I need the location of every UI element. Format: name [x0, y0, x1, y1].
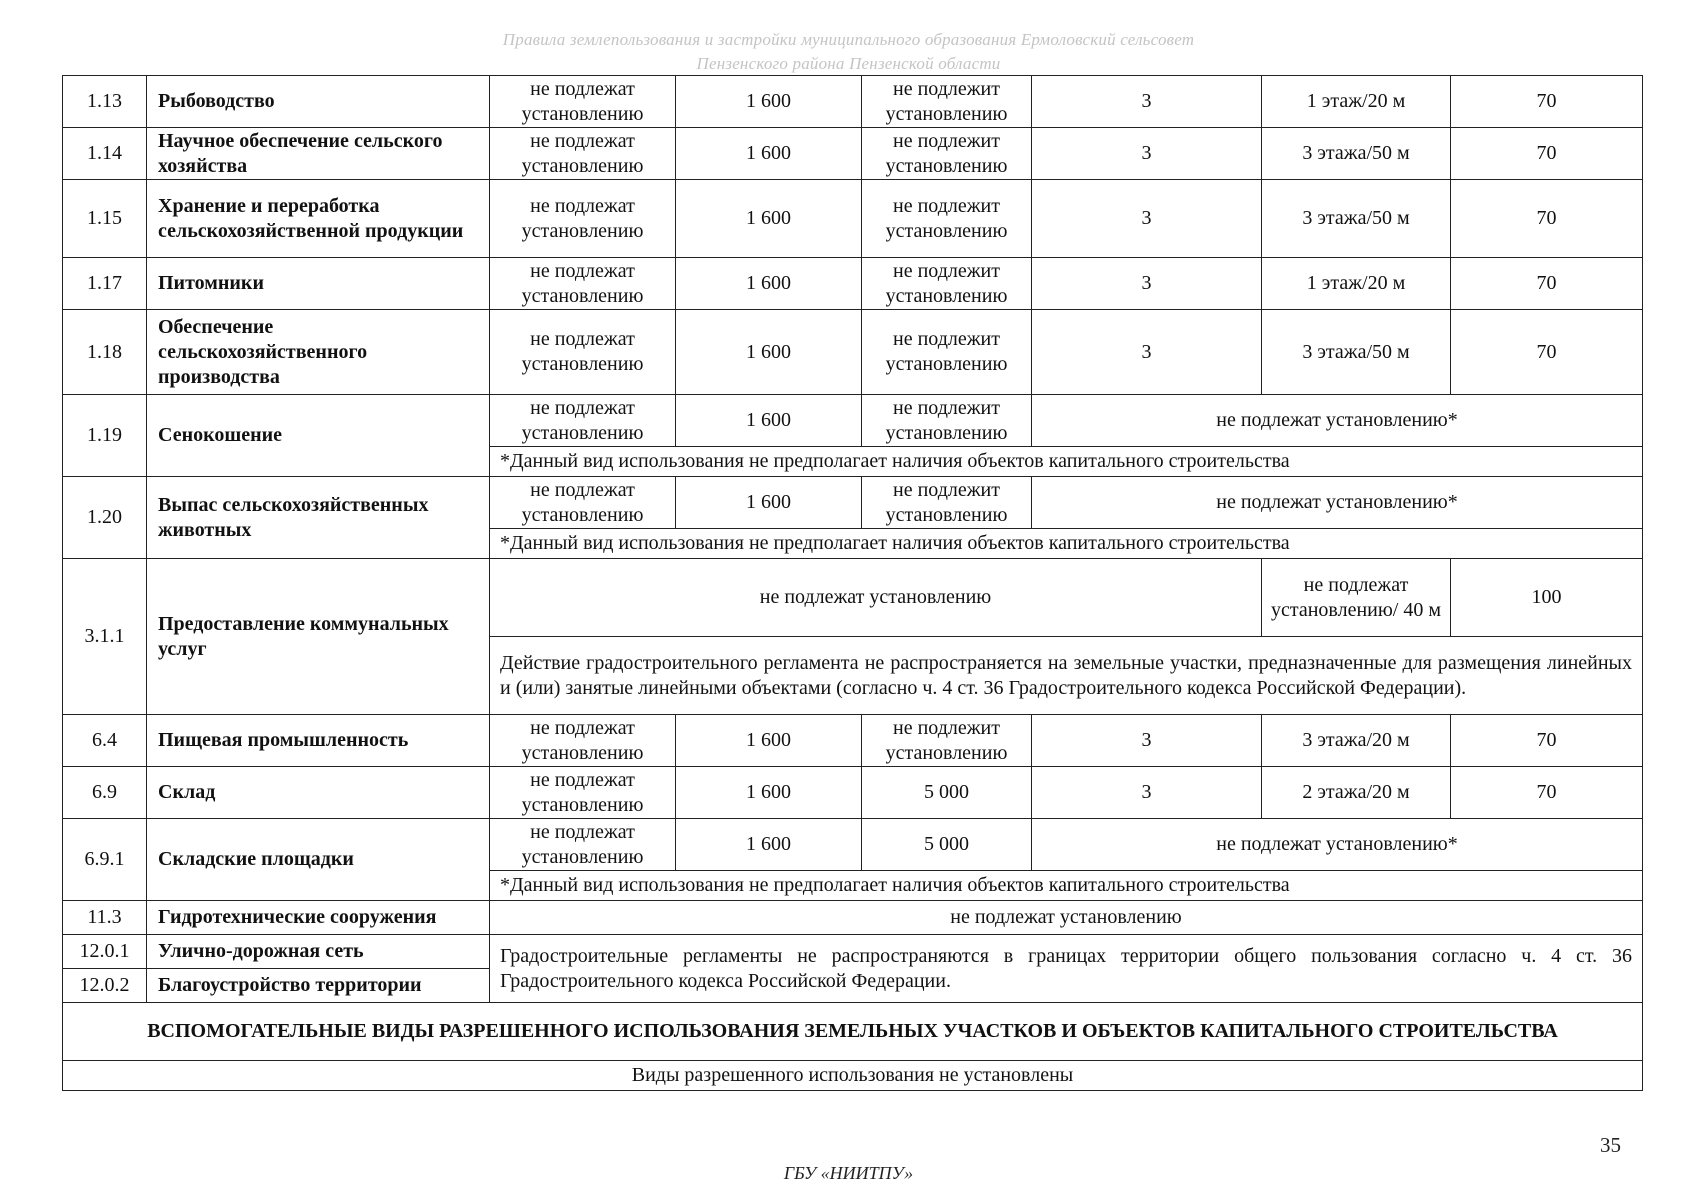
cell-min-area: не подлежат установлению: [490, 258, 676, 310]
row-name: Обеспечение сельскохозяйственного производства: [147, 310, 490, 395]
row-code: 6.9.1: [63, 819, 147, 901]
cell-value: 1 600: [676, 76, 862, 128]
cell-coverage: 70: [1451, 76, 1643, 128]
table-row: [63, 559, 1643, 637]
cell-min-area: не подлежат установлению: [490, 128, 676, 180]
cell-coverage: 70: [1451, 258, 1643, 310]
cell-floors-height: не подлежат установлению/ 40 м: [1262, 559, 1451, 637]
row-name: Хранение и переработка сельскохозяйственной продукции: [147, 180, 490, 258]
cell-min-area: не подлежат установлению: [490, 767, 676, 819]
section-text: Виды разрешенного использования не установлены: [63, 1061, 1643, 1091]
row-name: Научное обеспечение сельского хозяйства: [147, 128, 490, 180]
row-code: 6.4: [63, 715, 147, 767]
cell-value: 1 600: [676, 715, 862, 767]
row-code: 1.13: [63, 76, 147, 128]
cell-min-area: не подлежат установлению: [490, 310, 676, 395]
table-row: [63, 935, 1643, 969]
cell-min-area: не подлежат установлению: [490, 819, 676, 871]
running-header-line2: Пензенского района Пензенской области: [696, 54, 1001, 73]
cell-merged-params: не подлежат установлению*: [1032, 395, 1643, 447]
row-name: Предоставление коммунальных услуг: [147, 559, 490, 715]
cell-floors-height: 2 этажа/20 м: [1262, 767, 1451, 819]
row-name: Питомники: [147, 258, 490, 310]
cell-setback: 3: [1032, 76, 1262, 128]
row-name: Улично-дорожная сеть: [147, 935, 490, 969]
cell-merged-params: не подлежат установлению: [490, 559, 1262, 637]
row-code: 1.18: [63, 310, 147, 395]
row-name: Рыбоводство: [147, 76, 490, 128]
cell-floors-height: 3 этажа/50 м: [1262, 128, 1451, 180]
cell-coverage: 70: [1451, 715, 1643, 767]
cell-setback: 3: [1032, 715, 1262, 767]
row-code: 1.14: [63, 128, 147, 180]
footnote-cell: *Данный вид использования не предполагает наличия объектов капитального строительства: [490, 871, 1643, 901]
cell-setback: 3: [1032, 180, 1262, 258]
cell-max-area: не подлежит установлению: [862, 310, 1032, 395]
cell-max-area: не подлежит установлению: [862, 477, 1032, 529]
cell-value: 1 600: [676, 767, 862, 819]
table-row: [63, 76, 1643, 128]
row-code: 11.3: [63, 901, 147, 935]
cell-value: 1 600: [676, 128, 862, 180]
row-code: 1.20: [63, 477, 147, 559]
cell-value: 1 600: [676, 310, 862, 395]
cell-min-area: не подлежат установлению: [490, 76, 676, 128]
table-row: [63, 258, 1643, 310]
table-row: [63, 767, 1643, 819]
row-name: Сенокошение: [147, 395, 490, 477]
land-use-regulations-table: [62, 75, 1643, 1091]
cell-setback: 3: [1032, 128, 1262, 180]
footer-organization: ГБУ «НИИТПУ»: [783, 1163, 914, 1183]
cell-coverage: 70: [1451, 180, 1643, 258]
row-code: 1.17: [63, 258, 147, 310]
cell-coverage: 70: [1451, 767, 1643, 819]
section-text-row: [63, 1061, 1643, 1091]
footnote-cell: *Данный вид использования не предполагает наличия объектов капитального строительства: [490, 447, 1643, 477]
cell-max-area: не подлежит установлению: [862, 258, 1032, 310]
table-row: [63, 180, 1643, 258]
cell-floors-height: 3 этажа/50 м: [1262, 310, 1451, 395]
cell-value: 1 600: [676, 180, 862, 258]
page-number: 35: [1600, 1133, 1621, 1157]
cell-max-area: 5 000: [862, 819, 1032, 871]
cell-max-area: не подлежит установлению: [862, 395, 1032, 447]
footnote-cell: *Данный вид использования не предполагает наличия объектов капитального строительства: [490, 529, 1643, 559]
cell-max-area: не подлежит установлению: [862, 715, 1032, 767]
cell-max-area: не подлежит установлению: [862, 76, 1032, 128]
cell-coverage: 70: [1451, 310, 1643, 395]
row-name: Благоустройство территории: [147, 969, 490, 1003]
cell-merged-params: не подлежат установлению*: [1032, 819, 1643, 871]
table-row: [63, 310, 1643, 395]
row-name: Складские площадки: [147, 819, 490, 901]
row-code: 1.19: [63, 395, 147, 477]
cell-merged-params: не подлежат установлению*: [1032, 477, 1643, 529]
row-name: Склад: [147, 767, 490, 819]
cell-floors-height: 3 этажа/20 м: [1262, 715, 1451, 767]
cell-max-area: не подлежит установлению: [862, 128, 1032, 180]
section-heading: ВСПОМОГАТЕЛЬНЫЕ ВИДЫ РАЗРЕШЕННОГО ИСПОЛЬЗОВАНИЯ ЗЕМЕЛЬНЫХ УЧАСТКОВ И ОБЪЕКТОВ КАПИТАЛЬНОГО СТРОИТЕЛЬСТВА: [63, 1003, 1643, 1061]
row-name: Выпас сельскохозяйственных животных: [147, 477, 490, 559]
row-name: Гидротехнические сооружения: [147, 901, 490, 935]
cell-min-area: не подлежат установлению: [490, 395, 676, 447]
cell-coverage: 100: [1451, 559, 1643, 637]
table-row: [63, 128, 1643, 180]
row-code: 1.15: [63, 180, 147, 258]
regulation-note: Градостроительные регламенты не распространяются в границах территории общего пользования согласно ч. 4 ст. 36 Градостроительного кодекса Российской Федерации.: [490, 935, 1643, 1003]
row-code: 12.0.1: [63, 935, 147, 969]
table-row: [63, 901, 1643, 935]
row-code: 12.0.2: [63, 969, 147, 1003]
cell-max-area: не подлежит установлению: [862, 180, 1032, 258]
section-heading-row: [63, 1003, 1643, 1061]
cell-floors-height: 1 этаж/20 м: [1262, 76, 1451, 128]
cell-value: 1 600: [676, 258, 862, 310]
row-code: 6.9: [63, 767, 147, 819]
cell-floors-height: 1 этаж/20 м: [1262, 258, 1451, 310]
table-row: [63, 395, 1643, 447]
regulation-note: Действие градостроительного регламента не распространяется на земельные участки, предназначенные для размещения линейных и (или) занятые линейными объектами (согласно ч. 4 ст. 36 Градостроительного кодекса Российской Федерации).: [490, 637, 1643, 715]
cell-value: 1 600: [676, 477, 862, 529]
row-name: Пищевая промышленность: [147, 715, 490, 767]
cell-value: 1 600: [676, 395, 862, 447]
cell-max-area: 5 000: [862, 767, 1032, 819]
cell-min-area: не подлежат установлению: [490, 180, 676, 258]
cell-min-area: не подлежат установлению: [490, 477, 676, 529]
running-header-line1: Правила землепользования и застройки муниципального образования Ермоловский сельсовет: [502, 30, 1195, 49]
cell-min-area: не подлежат установлению: [490, 715, 676, 767]
table-row: [63, 477, 1643, 529]
cell-setback: 3: [1032, 310, 1262, 395]
cell-merged-params: не подлежат установлению: [490, 901, 1643, 935]
table-row: [63, 819, 1643, 871]
cell-setback: 3: [1032, 258, 1262, 310]
cell-coverage: 70: [1451, 128, 1643, 180]
cell-setback: 3: [1032, 767, 1262, 819]
cell-value: 1 600: [676, 819, 862, 871]
table-row: [63, 715, 1643, 767]
row-code: 3.1.1: [63, 559, 147, 715]
cell-floors-height: 3 этажа/50 м: [1262, 180, 1451, 258]
